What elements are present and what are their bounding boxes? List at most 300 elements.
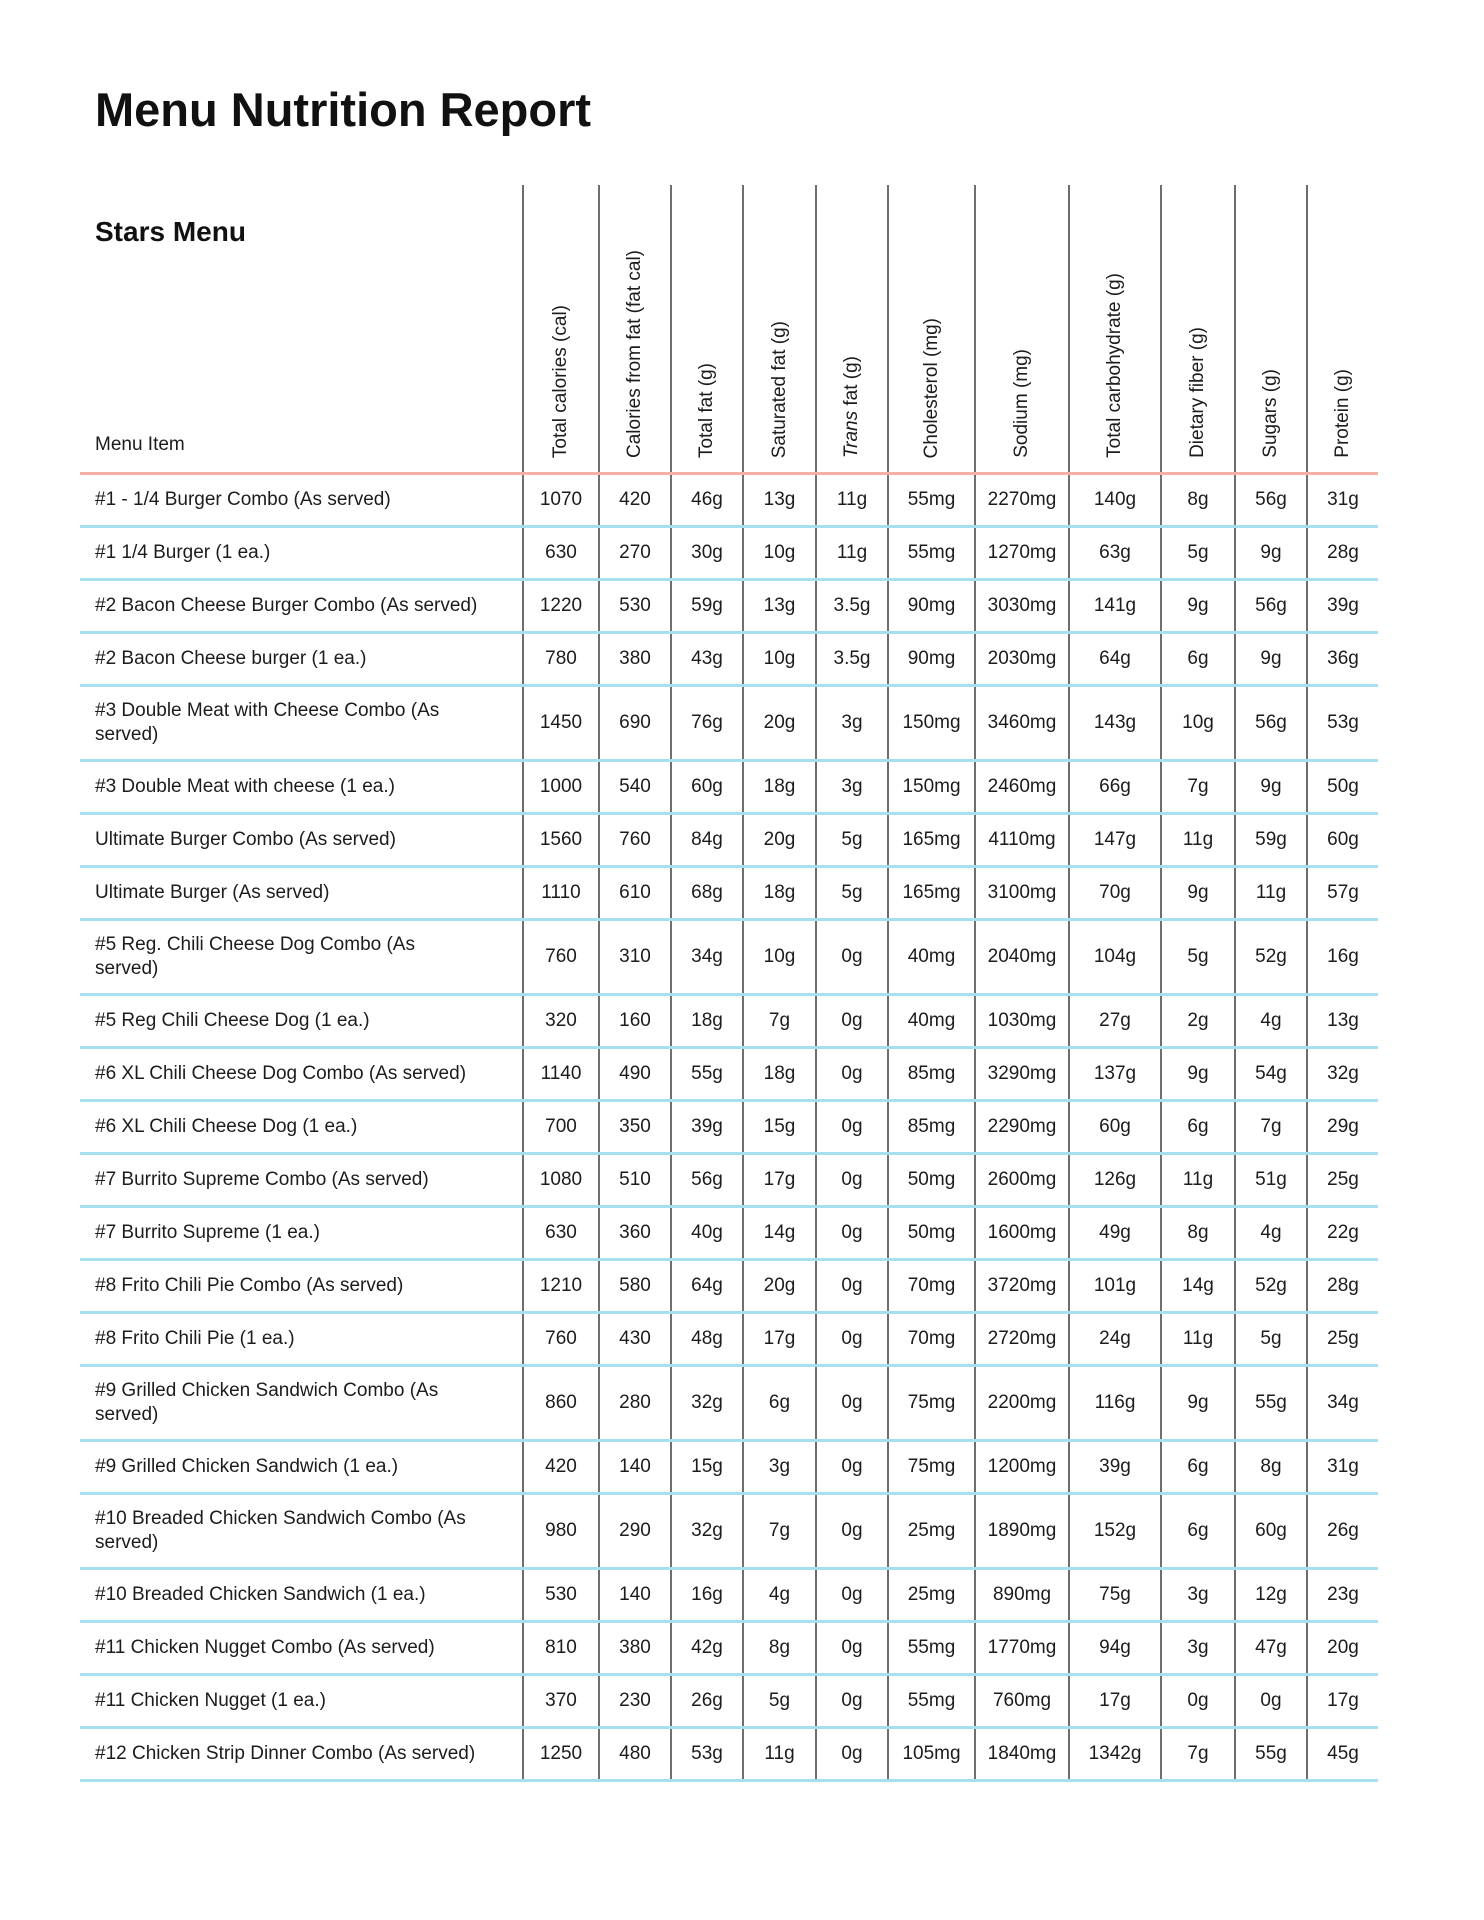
nutrition-value-cell: 52g xyxy=(1235,1260,1307,1313)
nutrition-value-cell: 14g xyxy=(743,1207,816,1260)
nutrition-value-cell: 0g xyxy=(816,1494,888,1569)
nutrition-value-cell: 3g xyxy=(1161,1622,1235,1675)
nutrition-value-cell: 66g xyxy=(1069,761,1161,814)
table-row xyxy=(80,1494,1378,1569)
menu-item-cell: #2 Bacon Cheese Burger Combo (As served) xyxy=(95,595,478,617)
section-title: Stars Menu xyxy=(95,216,246,247)
nutrition-value-cell: 6g xyxy=(1161,1494,1235,1569)
nutrition-value-cell: 420 xyxy=(523,1441,599,1494)
nutrition-value-cell: 60g xyxy=(671,761,743,814)
nutrition-value-cell: 60g xyxy=(1069,1101,1161,1154)
nutrition-value-cell: 540 xyxy=(599,761,671,814)
nutrition-value-cell: 0g xyxy=(816,995,888,1048)
nutrition-value-cell: 6g xyxy=(1161,1101,1235,1154)
nutrition-value-cell: 370 xyxy=(523,1675,599,1728)
nutrition-value-cell: 140g xyxy=(1069,474,1161,527)
nutrition-value-cell: 3030mg xyxy=(975,580,1069,633)
nutrition-value-cell: 25g xyxy=(1307,1154,1378,1207)
nutrition-value-cell: 0g xyxy=(816,1101,888,1154)
nutrition-value-cell: 700 xyxy=(523,1101,599,1154)
nutrition-value-cell: 420 xyxy=(599,474,671,527)
nutrition-value-cell: 8g xyxy=(1235,1441,1307,1494)
menu-item-cell: #11 Chicken Nugget (1 ea.) xyxy=(95,1690,326,1712)
nutrition-value-cell: 59g xyxy=(671,580,743,633)
nutrition-value-cell: 9g xyxy=(1161,580,1235,633)
nutrition-value-cell: 32g xyxy=(671,1366,743,1441)
table-row xyxy=(80,995,1378,1048)
nutrition-value-cell: 49g xyxy=(1069,1207,1161,1260)
nutrition-value-cell: 75mg xyxy=(888,1366,975,1441)
nutrition-value-cell: 52g xyxy=(1235,920,1307,995)
nutrition-value-cell: 1600mg xyxy=(975,1207,1069,1260)
menu-item-cell: #7 Burrito Supreme Combo (As served) xyxy=(95,1169,429,1191)
nutrition-value-cell: 4g xyxy=(1235,995,1307,1048)
table-row xyxy=(80,814,1378,867)
table-row xyxy=(80,920,1378,995)
menu-item-cell: #7 Burrito Supreme (1 ea.) xyxy=(95,1222,320,1244)
nutrition-value-cell: 7g xyxy=(1161,1728,1235,1781)
nutrition-value-cell: 4g xyxy=(743,1569,816,1622)
nutrition-value-cell: 40mg xyxy=(888,995,975,1048)
nutrition-value-cell: 165mg xyxy=(888,867,975,920)
nutrition-value-cell: 8g xyxy=(1161,1207,1235,1260)
nutrition-value-cell: 3g xyxy=(816,761,888,814)
nutrition-value-cell: 56g xyxy=(671,1154,743,1207)
nutrition-value-cell: 430 xyxy=(599,1313,671,1366)
nutrition-value-cell: 137g xyxy=(1069,1048,1161,1101)
nutrition-value-cell: 55g xyxy=(1235,1728,1307,1781)
nutrition-value-cell: 2600mg xyxy=(975,1154,1069,1207)
nutrition-value-cell: 890mg xyxy=(975,1569,1069,1622)
nutrition-value-cell: 2720mg xyxy=(975,1313,1069,1366)
column-header-label: Saturated fat (g) xyxy=(768,320,790,458)
nutrition-value-cell: 1220 xyxy=(523,580,599,633)
nutrition-value-cell: 1890mg xyxy=(975,1494,1069,1569)
nutrition-value-cell: 54g xyxy=(1235,1048,1307,1101)
nutrition-value-cell: 11g xyxy=(816,474,888,527)
nutrition-value-cell: 2290mg xyxy=(975,1101,1069,1154)
nutrition-value-cell: 0g xyxy=(816,1313,888,1366)
nutrition-value-cell: 0g xyxy=(816,1207,888,1260)
nutrition-value-cell: 20g xyxy=(743,814,816,867)
table-row xyxy=(80,1154,1378,1207)
nutrition-value-cell: 10g xyxy=(743,527,816,580)
nutrition-value-cell: 165mg xyxy=(888,814,975,867)
nutrition-value-cell: 980 xyxy=(523,1494,599,1569)
nutrition-value-cell: 55g xyxy=(671,1048,743,1101)
nutrition-value-cell: 50mg xyxy=(888,1207,975,1260)
nutrition-value-cell: 6g xyxy=(1161,1441,1235,1494)
menu-item-cell: #11 Chicken Nugget Combo (As served) xyxy=(95,1637,435,1659)
table-row xyxy=(80,1569,1378,1622)
nutrition-value-cell: 64g xyxy=(671,1260,743,1313)
nutrition-value-cell: 63g xyxy=(1069,527,1161,580)
nutrition-value-cell: 55mg xyxy=(888,1675,975,1728)
nutrition-value-cell: 280 xyxy=(599,1366,671,1441)
nutrition-value-cell: 9g xyxy=(1161,1366,1235,1441)
nutrition-value-cell: 140 xyxy=(599,1441,671,1494)
table-row xyxy=(80,1622,1378,1675)
nutrition-value-cell: 0g xyxy=(1161,1675,1235,1728)
nutrition-value-cell: 0g xyxy=(816,1675,888,1728)
nutrition-value-cell: 9g xyxy=(1235,633,1307,686)
nutrition-value-cell: 0g xyxy=(816,1154,888,1207)
nutrition-value-cell: 27g xyxy=(1069,995,1161,1048)
nutrition-value-cell: 4110mg xyxy=(975,814,1069,867)
nutrition-value-cell: 7g xyxy=(743,1494,816,1569)
nutrition-value-cell: 8g xyxy=(743,1622,816,1675)
column-header xyxy=(1235,185,1307,474)
column-header xyxy=(975,185,1069,474)
column-header xyxy=(743,185,816,474)
table-row xyxy=(80,1366,1378,1441)
nutrition-value-cell: 30g xyxy=(671,527,743,580)
nutrition-value-cell: 76g xyxy=(671,686,743,761)
table-row xyxy=(80,1101,1378,1154)
nutrition-value-cell: 13g xyxy=(1307,995,1378,1048)
nutrition-value-cell: 20g xyxy=(743,1260,816,1313)
nutrition-value-cell: 9g xyxy=(1235,527,1307,580)
column-header-label: Total calories (cal) xyxy=(550,304,572,458)
column-header xyxy=(599,185,671,474)
nutrition-value-cell: 39g xyxy=(671,1101,743,1154)
column-header xyxy=(523,185,599,474)
nutrition-value-cell: 2g xyxy=(1161,995,1235,1048)
nutrition-value-cell: 25g xyxy=(1307,1313,1378,1366)
nutrition-value-cell: 70mg xyxy=(888,1313,975,1366)
nutrition-value-cell: 56g xyxy=(1235,686,1307,761)
nutrition-value-cell: 630 xyxy=(523,1207,599,1260)
column-header xyxy=(1069,185,1161,474)
nutrition-value-cell: 5g xyxy=(1235,1313,1307,1366)
nutrition-value-cell: 34g xyxy=(671,920,743,995)
nutrition-value-cell: 11g xyxy=(743,1728,816,1781)
nutrition-value-cell: 18g xyxy=(671,995,743,1048)
table-row xyxy=(80,1675,1378,1728)
nutrition-value-cell: 14g xyxy=(1161,1260,1235,1313)
table-row xyxy=(80,1313,1378,1366)
nutrition-value-cell: 15g xyxy=(743,1101,816,1154)
nutrition-value-cell: 85mg xyxy=(888,1101,975,1154)
menu-item-cell: #5 Reg. Chili Cheese Dog Combo (As served) xyxy=(95,934,415,979)
nutrition-value-cell: 580 xyxy=(599,1260,671,1313)
nutrition-table xyxy=(80,185,1378,1782)
nutrition-value-cell: 39g xyxy=(1069,1441,1161,1494)
table-row xyxy=(80,761,1378,814)
nutrition-value-cell: 75g xyxy=(1069,1569,1161,1622)
nutrition-value-cell: 5g xyxy=(743,1675,816,1728)
nutrition-value-cell: 3g xyxy=(1161,1569,1235,1622)
nutrition-value-cell: 10g xyxy=(743,633,816,686)
nutrition-value-cell: 55mg xyxy=(888,1622,975,1675)
nutrition-value-cell: 2030mg xyxy=(975,633,1069,686)
nutrition-value-cell: 690 xyxy=(599,686,671,761)
column-header-label: Trans fat (g) xyxy=(841,355,863,458)
nutrition-value-cell: 760 xyxy=(599,814,671,867)
nutrition-value-cell: 20g xyxy=(743,686,816,761)
nutrition-value-cell: 1000 xyxy=(523,761,599,814)
nutrition-value-cell: 0g xyxy=(816,920,888,995)
nutrition-value-cell: 59g xyxy=(1235,814,1307,867)
column-header-label: Calories from fat (fat cal) xyxy=(624,250,646,458)
nutrition-value-cell: 42g xyxy=(671,1622,743,1675)
nutrition-value-cell: 1450 xyxy=(523,686,599,761)
nutrition-value-cell: 48g xyxy=(671,1313,743,1366)
menu-item-cell: #8 Frito Chili Pie Combo (As served) xyxy=(95,1275,404,1297)
nutrition-value-cell: 40mg xyxy=(888,920,975,995)
nutrition-value-cell: 31g xyxy=(1307,1441,1378,1494)
nutrition-value-cell: 9g xyxy=(1235,761,1307,814)
nutrition-value-cell: 18g xyxy=(743,761,816,814)
nutrition-value-cell: 3100mg xyxy=(975,867,1069,920)
nutrition-value-cell: 16g xyxy=(1307,920,1378,995)
page-title: Menu Nutrition Report xyxy=(95,83,592,136)
menu-item-cell: #8 Frito Chili Pie (1 ea.) xyxy=(95,1328,295,1350)
menu-item-cell: Ultimate Burger Combo (As served) xyxy=(95,829,396,851)
nutrition-value-cell: 3460mg xyxy=(975,686,1069,761)
nutrition-value-cell: 1070 xyxy=(523,474,599,527)
menu-item-cell: #5 Reg Chili Cheese Dog (1 ea.) xyxy=(95,1010,370,1032)
nutrition-value-cell: 15g xyxy=(671,1441,743,1494)
nutrition-value-cell: 4g xyxy=(1235,1207,1307,1260)
table-row xyxy=(80,1260,1378,1313)
nutrition-value-cell: 84g xyxy=(671,814,743,867)
nutrition-value-cell: 40g xyxy=(671,1207,743,1260)
nutrition-value-cell: 140 xyxy=(599,1569,671,1622)
nutrition-value-cell: 3g xyxy=(743,1441,816,1494)
column-header xyxy=(1161,185,1235,474)
nutrition-value-cell: 6g xyxy=(1161,633,1235,686)
menu-item-label: Menu Item xyxy=(95,434,185,455)
menu-item-cell: #3 Double Meat with Cheese Combo (As served) xyxy=(95,700,440,745)
nutrition-value-cell: 32g xyxy=(671,1494,743,1569)
nutrition-value-cell: 94g xyxy=(1069,1622,1161,1675)
nutrition-value-cell: 5g xyxy=(816,814,888,867)
nutrition-value-cell: 60g xyxy=(1307,814,1378,867)
nutrition-value-cell: 1840mg xyxy=(975,1728,1069,1781)
nutrition-value-cell: 9g xyxy=(1161,1048,1235,1101)
nutrition-value-cell: 7g xyxy=(743,995,816,1048)
nutrition-value-cell: 1030mg xyxy=(975,995,1069,1048)
nutrition-value-cell: 380 xyxy=(599,1622,671,1675)
table-row xyxy=(80,633,1378,686)
nutrition-value-cell: 18g xyxy=(743,867,816,920)
nutrition-value-cell: 53g xyxy=(671,1728,743,1781)
nutrition-value-cell: 90mg xyxy=(888,633,975,686)
nutrition-value-cell: 31g xyxy=(1307,474,1378,527)
nutrition-value-cell: 17g xyxy=(743,1154,816,1207)
nutrition-value-cell: 0g xyxy=(1235,1675,1307,1728)
menu-item-cell: #2 Bacon Cheese burger (1 ea.) xyxy=(95,648,367,670)
menu-item-cell: #10 Breaded Chicken Sandwich Combo (As served) xyxy=(95,1508,466,1553)
nutrition-value-cell: 70g xyxy=(1069,867,1161,920)
column-header xyxy=(1307,185,1378,474)
menu-item-cell: Ultimate Burger (As served) xyxy=(95,882,330,904)
nutrition-value-cell: 11g xyxy=(1235,867,1307,920)
nutrition-value-cell: 11g xyxy=(816,527,888,580)
nutrition-value-cell: 64g xyxy=(1069,633,1161,686)
nutrition-value-cell: 2200mg xyxy=(975,1366,1069,1441)
nutrition-value-cell: 90mg xyxy=(888,580,975,633)
nutrition-value-cell: 70mg xyxy=(888,1260,975,1313)
nutrition-value-cell: 0g xyxy=(816,1569,888,1622)
nutrition-value-cell: 55mg xyxy=(888,527,975,580)
column-header xyxy=(671,185,743,474)
column-header-label: Sugars (g) xyxy=(1260,369,1282,458)
nutrition-value-cell: 780 xyxy=(523,633,599,686)
nutrition-value-cell: 1110 xyxy=(523,867,599,920)
table-row xyxy=(80,1728,1378,1781)
column-header xyxy=(888,185,975,474)
nutrition-value-cell: 150mg xyxy=(888,761,975,814)
nutrition-value-cell: 20g xyxy=(1307,1622,1378,1675)
nutrition-value-cell: 7g xyxy=(1161,761,1235,814)
column-header-label: Protein (g) xyxy=(1332,369,1354,458)
nutrition-value-cell: 28g xyxy=(1307,1260,1378,1313)
nutrition-value-cell: 10g xyxy=(743,920,816,995)
nutrition-value-cell: 101g xyxy=(1069,1260,1161,1313)
table-row xyxy=(80,1441,1378,1494)
nutrition-value-cell: 3g xyxy=(816,686,888,761)
nutrition-value-cell: 143g xyxy=(1069,686,1161,761)
nutrition-value-cell: 6g xyxy=(743,1366,816,1441)
column-header xyxy=(816,185,888,474)
nutrition-value-cell: 2040mg xyxy=(975,920,1069,995)
nutrition-value-cell: 11g xyxy=(1161,1154,1235,1207)
nutrition-value-cell: 7g xyxy=(1235,1101,1307,1154)
menu-item-header xyxy=(80,185,523,474)
table-row xyxy=(80,686,1378,761)
menu-item-cell: #6 XL Chili Cheese Dog (1 ea.) xyxy=(95,1116,358,1138)
nutrition-value-cell: 0g xyxy=(816,1441,888,1494)
nutrition-value-cell: 39g xyxy=(1307,580,1378,633)
nutrition-value-cell: 13g xyxy=(743,580,816,633)
nutrition-value-cell: 68g xyxy=(671,867,743,920)
nutrition-value-cell: 3.5g xyxy=(816,580,888,633)
nutrition-value-cell: 36g xyxy=(1307,633,1378,686)
menu-item-cell: #3 Double Meat with cheese (1 ea.) xyxy=(95,776,395,798)
nutrition-value-cell: 46g xyxy=(671,474,743,527)
nutrition-value-cell: 1080 xyxy=(523,1154,599,1207)
nutrition-value-cell: 18g xyxy=(743,1048,816,1101)
nutrition-value-cell: 126g xyxy=(1069,1154,1161,1207)
nutrition-value-cell: 28g xyxy=(1307,527,1378,580)
nutrition-value-cell: 160 xyxy=(599,995,671,1048)
column-header-label: Total fat (g) xyxy=(696,362,718,458)
nutrition-value-cell: 0g xyxy=(816,1366,888,1441)
nutrition-value-cell: 3.5g xyxy=(816,633,888,686)
nutrition-value-cell: 490 xyxy=(599,1048,671,1101)
nutrition-value-cell: 230 xyxy=(599,1675,671,1728)
nutrition-value-cell: 60g xyxy=(1235,1494,1307,1569)
table-row xyxy=(80,867,1378,920)
nutrition-value-cell: 32g xyxy=(1307,1048,1378,1101)
table-row xyxy=(80,580,1378,633)
menu-item-cell: #1 - 1/4 Burger Combo (As served) xyxy=(95,489,391,511)
nutrition-value-cell: 290 xyxy=(599,1494,671,1569)
nutrition-value-cell: 47g xyxy=(1235,1622,1307,1675)
nutrition-value-cell: 1210 xyxy=(523,1260,599,1313)
nutrition-value-cell: 85mg xyxy=(888,1048,975,1101)
nutrition-value-cell: 141g xyxy=(1069,580,1161,633)
nutrition-value-cell: 2270mg xyxy=(975,474,1069,527)
nutrition-value-cell: 2460mg xyxy=(975,761,1069,814)
menu-item-cell: #9 Grilled Chicken Sandwich Combo (As served) xyxy=(95,1380,439,1425)
nutrition-value-cell: 23g xyxy=(1307,1569,1378,1622)
nutrition-value-cell: 9g xyxy=(1161,867,1235,920)
table-row xyxy=(80,1048,1378,1101)
menu-item-cell: #6 XL Chili Cheese Dog Combo (As served) xyxy=(95,1063,467,1085)
nutrition-value-cell: 56g xyxy=(1235,474,1307,527)
nutrition-value-cell: 105mg xyxy=(888,1728,975,1781)
nutrition-value-cell: 152g xyxy=(1069,1494,1161,1569)
nutrition-value-cell: 320 xyxy=(523,995,599,1048)
nutrition-value-cell: 26g xyxy=(1307,1494,1378,1569)
nutrition-value-cell: 147g xyxy=(1069,814,1161,867)
nutrition-value-cell: 25mg xyxy=(888,1494,975,1569)
column-header-label: Cholesterol (mg) xyxy=(920,317,942,458)
nutrition-value-cell: 17g xyxy=(1069,1675,1161,1728)
nutrition-value-cell: 760 xyxy=(523,1313,599,1366)
nutrition-value-cell: 11g xyxy=(1161,1313,1235,1366)
nutrition-value-cell: 380 xyxy=(599,633,671,686)
nutrition-value-cell: 43g xyxy=(671,633,743,686)
nutrition-value-cell: 22g xyxy=(1307,1207,1378,1260)
nutrition-value-cell: 5g xyxy=(1161,527,1235,580)
nutrition-value-cell: 5g xyxy=(1161,920,1235,995)
nutrition-value-cell: 104g xyxy=(1069,920,1161,995)
nutrition-value-cell: 810 xyxy=(523,1622,599,1675)
nutrition-value-cell: 1250 xyxy=(523,1728,599,1781)
nutrition-value-cell: 26g xyxy=(671,1675,743,1728)
nutrition-value-cell: 760mg xyxy=(975,1675,1069,1728)
nutrition-value-cell: 3290mg xyxy=(975,1048,1069,1101)
nutrition-value-cell: 55g xyxy=(1235,1366,1307,1441)
nutrition-value-cell: 1560 xyxy=(523,814,599,867)
nutrition-value-cell: 57g xyxy=(1307,867,1378,920)
nutrition-value-cell: 75mg xyxy=(888,1441,975,1494)
menu-item-cell: #1 1/4 Burger (1 ea.) xyxy=(95,542,271,564)
nutrition-value-cell: 50g xyxy=(1307,761,1378,814)
nutrition-value-cell: 150mg xyxy=(888,686,975,761)
nutrition-value-cell: 1140 xyxy=(523,1048,599,1101)
nutrition-value-cell: 1270mg xyxy=(975,527,1069,580)
nutrition-value-cell: 1770mg xyxy=(975,1622,1069,1675)
nutrition-value-cell: 350 xyxy=(599,1101,671,1154)
nutrition-value-cell: 530 xyxy=(523,1569,599,1622)
nutrition-value-cell: 0g xyxy=(816,1260,888,1313)
table-row xyxy=(80,474,1378,527)
nutrition-value-cell: 630 xyxy=(523,527,599,580)
nutrition-value-cell: 1342g xyxy=(1069,1728,1161,1781)
nutrition-value-cell: 56g xyxy=(1235,580,1307,633)
nutrition-value-cell: 50mg xyxy=(888,1154,975,1207)
nutrition-value-cell: 480 xyxy=(599,1728,671,1781)
nutrition-value-cell: 0g xyxy=(816,1728,888,1781)
nutrition-value-cell: 510 xyxy=(599,1154,671,1207)
nutrition-value-cell: 55mg xyxy=(888,474,975,527)
nutrition-value-cell: 860 xyxy=(523,1366,599,1441)
column-header-label: Total carbohydrate (g) xyxy=(1104,273,1126,458)
nutrition-value-cell: 760 xyxy=(523,920,599,995)
nutrition-value-cell: 610 xyxy=(599,867,671,920)
nutrition-value-cell: 17g xyxy=(1307,1675,1378,1728)
nutrition-value-cell: 270 xyxy=(599,527,671,580)
nutrition-value-cell: 10g xyxy=(1161,686,1235,761)
nutrition-value-cell: 1200mg xyxy=(975,1441,1069,1494)
nutrition-value-cell: 53g xyxy=(1307,686,1378,761)
nutrition-value-cell: 3720mg xyxy=(975,1260,1069,1313)
